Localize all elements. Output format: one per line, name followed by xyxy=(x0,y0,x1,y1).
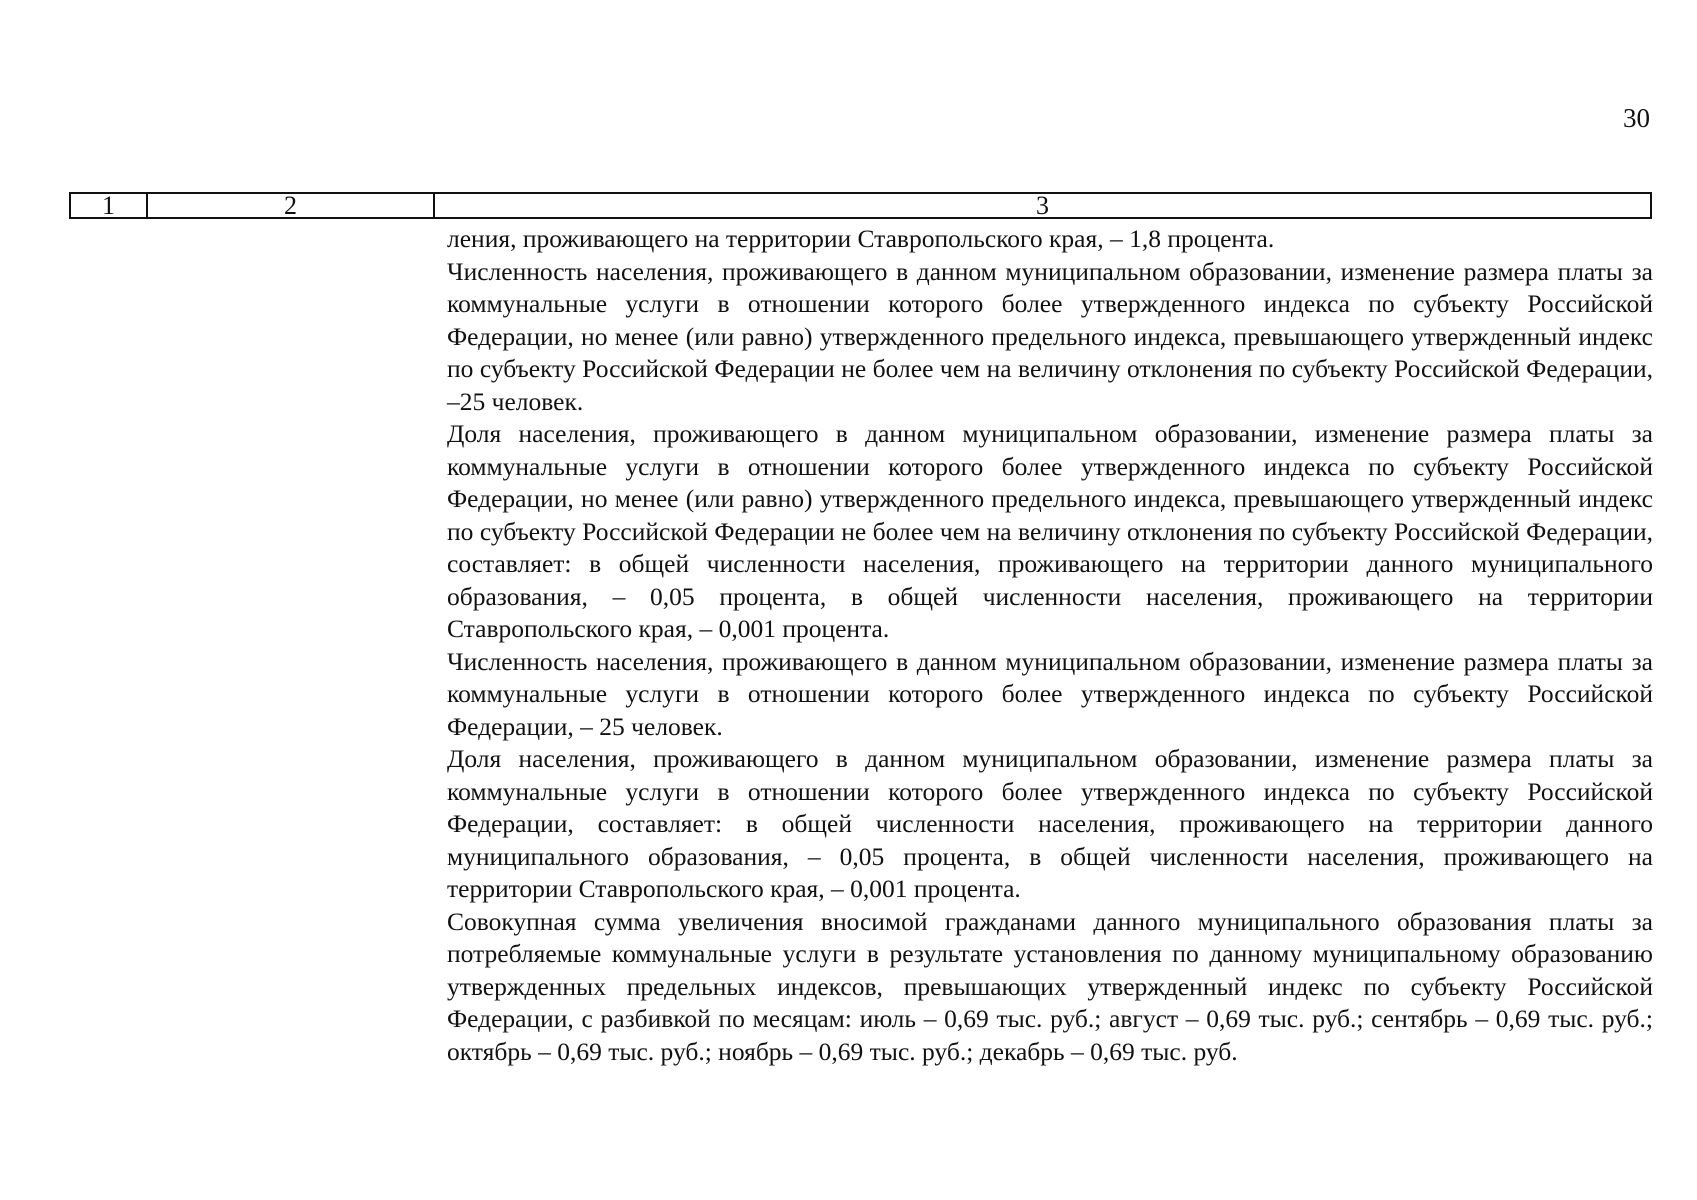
paragraph-continuation: ления, проживающего на территории Ставропольского края, – 1,8 процента. xyxy=(447,224,1275,253)
paragraph-population-share-limit-index: Доля населения, проживающего в данном муниципальном образовании, изменение размера платы за коммунальные услуги в отношении которого более утвержденного индекса по субъекту Российской Федерации, но менее (или равно) утвержденного предельного индекса, превышающего утвержденный индекс по субъекту Российской Федерации не более чем на величину отклонения по субъекту Российской Федерации, составляет: в общей численности населения, проживающего на территории данного муниципального образования, – 0,05 процента, в общей численности населения, проживающего на территории Ставропольского края, – 0,001 процента. xyxy=(447,419,1653,643)
paragraph-population-count-limit-index: Численность населения, проживающего в данном муниципальном образовании, изменение размера платы за коммунальные услуги в отношении которого более утвержденного индекса по субъекту Российской Федерации, но менее (или равно) утвержденного предельного индекса, превышающего утвержденный индекс по субъекту Российской Федерации не более чем на величину отклонения по субъекту Российской Федерации, –25 человек. xyxy=(447,256,1653,416)
table-header-col-3: 3 xyxy=(1036,191,1049,220)
table-cell-column-3-text xyxy=(447,223,1653,1068)
page-number: 30 xyxy=(1623,103,1650,133)
table-header-col-1: 1 xyxy=(71,194,148,217)
paragraph-total-increase-by-month: Совокупная сумма увеличения вносимой гражданами данного муниципального образования платы за потребляемые коммунальные услуги в результате установления по данному муниципальному образованию утвержденных предельных индексов, превышающих утвержденный индекс по субъекту Российской Федерации, с разбивкой по месяцам: июль – 0,69 тыс. руб.; август – 0,69 тыс. руб.; сентябрь – 0,69 тыс. руб.; октябрь – 0,69 тыс. руб.; ноябрь – 0,69 тыс. руб.; декабрь – 0,69 тыс. руб. xyxy=(447,906,1653,1066)
table-header-col-2: 2 xyxy=(148,194,435,217)
paragraph-population-share-above-index: Доля населения, проживающего в данном муниципальном образовании, изменение размера платы за коммунальные услуги в отношении которого более утвержденного индекса по субъекту Российской Федерации, составляет: в общей численности населения, проживающего на территории данного муниципального образования, – 0,05 процента, в общей численности населения, проживающего на территории Ставропольского края, – 0,001 процента. xyxy=(447,744,1653,903)
table-header-row xyxy=(69,192,1652,219)
paragraph-population-count-above-index: Численность населения, проживающего в данном муниципальном образовании, изменение размера платы за коммунальные услуги в отношении которого более утвержденного индекса по субъекту Российской Федерации, – 25 человек. xyxy=(447,646,1653,741)
